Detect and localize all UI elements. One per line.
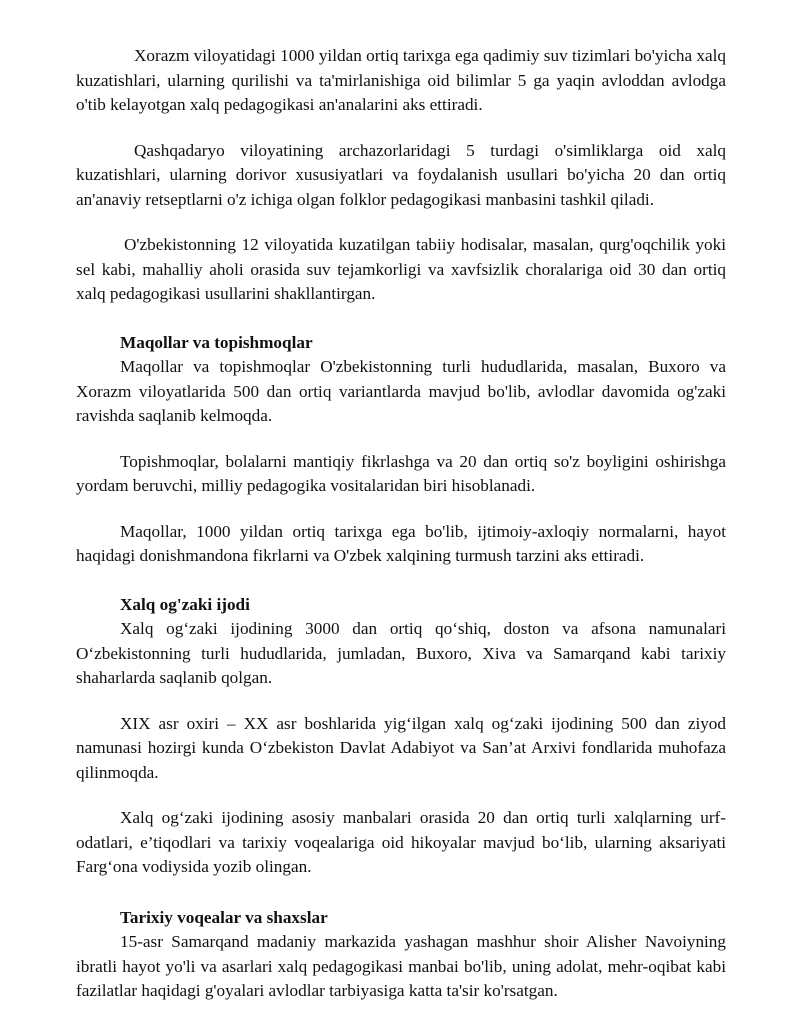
section-heading-history: Tarixiy voqealar va shaxslar <box>120 907 328 927</box>
section-heading-oral: Xalq og'zaki ijodi <box>120 594 250 614</box>
history-paragraph-1: 15-asr Samarqand madaniy markazida yashagan mashhur shoir Alisher Navoiyning ibratli hayot yo'li va asarlari xalq pedagogikasi manbai bo'lib, uning adolat, mehr-oqibat kabi fazilatlar haqidagi g'oyalari avlodlar tarbiyasiga katta ta'sir ko'rsatgan. <box>76 932 726 1000</box>
section-heading-proverbs: Maqollar va topishmoqlar <box>120 332 313 352</box>
intro-paragraph-1: Xorazm viloyatidagi 1000 yildan ortiq tarixga ega qadimiy suv tizimlari bo'yicha xalq kuzatishlari, ularning qurilishi va ta'mirlanishiga oid bilimlar 5 ga yaqin avloddan avlodga o'tib kelayotgan xalq pedagogikasi an'analarini aks ettiradi. <box>76 46 726 114</box>
oral-paragraph-2: XIX asr oxiri – XX asr boshlarida yig‘ilgan xalq og‘zaki ijodining 500 dan ziyod namunasi hozirgi kunda O‘zbekiston Davlat Adabiyot va San’at Arxivi fondlarida muhofaza qilinmoqda. <box>76 713 726 782</box>
proverbs-paragraph-1: Maqollar va topishmoqlar O'zbekistonning turli hududlarida, masalan, Buxoro va Xorazm viloyatlarida 500 dan ortiq variantlarda mavjud bo'lib, avlodlar davomida og'zaki ravishda saqlanib kelmoqda. <box>76 357 726 425</box>
oral-paragraph-1: Xalq og‘zaki ijodining 3000 dan ortiq qo‘shiq, doston va afsona namunalari O‘zbekistonning turli hududlarida, jumladan, Buxoro, Xiva va Samarqand kabi tarixiy shaharlarda saqlanib qolgan. <box>76 619 726 687</box>
proverbs-paragraph-3: Maqollar, 1000 yildan ortiq tarixga ega bo'lib, ijtimoiy-axloqiy normalarni, hayot haqidagi donishmandona fikrlarni va O'zbek xalqining turmush tarzini aks ettiradi. <box>76 521 726 565</box>
proverbs-paragraph-2: Topishmoqlar, bolalarni mantiqiy fikrlashga va 20 dan ortiq so'z boyligini oshirishga yordam beruvchi, milliy pedagogika vositalaridan biri hisoblanadi. <box>76 451 726 495</box>
oral-paragraph-3: Xalq og‘zaki ijodining asosiy manbalari orasida 20 dan ortiq turli xalqlarning urf-odatlari, e’tiqodlari va tarixiy voqealariga oid hikoyalar mavjud bo‘lib, ularning aksariyati Farg‘ona vodiysida yozib olingan. <box>76 808 726 876</box>
intro-paragraph-3: O'zbekistonning 12 viloyatida kuzatilgan tabiiy hodisalar, masalan, qurg'oqchilik yoki sel kabi, mahalliy aholi orasida suv tejamkorligi va xavfsizlik choralariga oid 30 dan ortiq xalq pedagogikasi usullarini shakllantirgan. <box>76 235 726 303</box>
intro-paragraph-2: Qashqadaryo viloyatining archazorlaridagi 5 turdagi o'simliklarga oid xalq kuzatishlari, ularning dorivor xususiyatlari va foydalanish usullari bo'yicha 20 dan ortiq an'anaviy retseptlarni o'z ichiga olgan folklor pedagogikasi manbasini tashkil qiladi. <box>76 140 726 209</box>
